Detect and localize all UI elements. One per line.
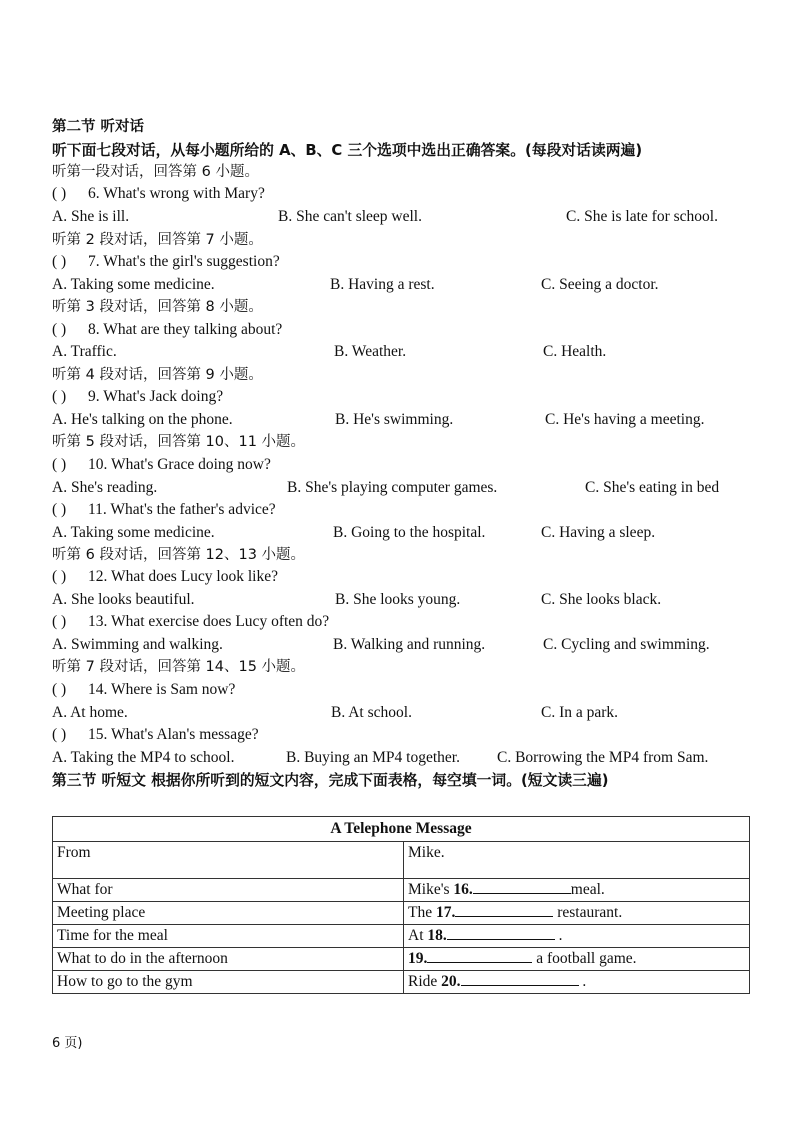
table-row [53, 971, 750, 994]
question-stem: ( ) 14. Where is Sam now? [52, 679, 235, 701]
question-stem: ( ) 13. What exercise does Lucy often do? [52, 611, 329, 633]
answer-paren[interactable]: ( ) [52, 613, 67, 630]
row-value: Mike. [404, 842, 750, 879]
option-a: A. She is ill. [52, 208, 130, 225]
row-label: From [53, 842, 404, 879]
option-c: C. Health. [543, 343, 607, 360]
option-c: C. In a park. [541, 704, 619, 721]
option-c: C. She looks black. [541, 591, 662, 608]
table-row [53, 879, 750, 902]
answer-paren[interactable]: ( ) [52, 456, 67, 473]
group-intro: 听第 5 段对话，回答第 10、11 小题。 [52, 434, 306, 450]
row-label: How to go to the gym [53, 971, 404, 994]
question-stem: ( ) 6. What's wrong with Mary? [52, 183, 265, 205]
answer-blank-17[interactable] [455, 902, 553, 917]
option-b: B. She's playing computer games. [287, 479, 498, 496]
group-intro: 听第 3 段对话，回答第 8 小题。 [52, 299, 263, 315]
row-label: Time for the meal [53, 925, 404, 948]
answer-blank-19[interactable] [427, 948, 532, 963]
question-stem: ( ) 7. What's the girl's suggestion? [52, 251, 280, 273]
option-c: C. She is late for school. [566, 208, 718, 225]
option-c: C. Seeing a doctor. [541, 276, 659, 293]
group-intro: 听第 4 段对话，回答第 9 小题。 [52, 367, 263, 383]
table-header-row [53, 817, 750, 842]
option-c: C. He's having a meeting. [545, 411, 705, 428]
section2-heading: 第二节 听对话 [52, 119, 145, 135]
row-label: Meeting place [53, 902, 404, 925]
option-a: A. She's reading. [52, 479, 158, 496]
option-b: B. Walking and running. [333, 636, 486, 653]
option-c: C. She's eating in bed [585, 479, 720, 496]
question-stem: ( ) 15. What's Alan's message? [52, 724, 259, 746]
question-stem: ( ) 12. What does Lucy look like? [52, 566, 278, 588]
question-stem: ( ) 10. What's Grace doing now? [52, 454, 271, 476]
table-row [53, 902, 750, 925]
answer-paren[interactable]: ( ) [52, 568, 67, 585]
row-label: What to do in the afternoon [53, 948, 404, 971]
answer-blank-18[interactable] [447, 925, 555, 940]
option-a: A. Taking the MP4 to school. [52, 749, 235, 766]
answer-paren[interactable]: ( ) [52, 321, 67, 338]
option-b: B. Having a rest. [330, 276, 435, 293]
option-a: A. Taking some medicine. [52, 276, 215, 293]
table-title: A Telephone Message [53, 817, 750, 842]
answer-paren[interactable]: ( ) [52, 681, 67, 698]
section3-instruction: 第三节 听短文 根据你所听到的短文内容，完成下面表格，每空填一词。(短文读三遍) [52, 772, 609, 789]
option-a: A. Taking some medicine. [52, 524, 215, 541]
answer-paren[interactable]: ( ) [52, 388, 67, 405]
question-stem: ( ) 11. What's the father's advice? [52, 499, 276, 521]
option-a: A. Swimming and walking. [52, 636, 223, 653]
option-c: C. Having a sleep. [541, 524, 656, 541]
question-stem: ( ) 9. What's Jack doing? [52, 386, 223, 408]
row-label: What for [53, 879, 404, 902]
telephone-message-table [52, 816, 750, 994]
option-c: C. Borrowing the MP4 from Sam. [497, 749, 709, 766]
option-c: C. Cycling and swimming. [543, 636, 710, 653]
option-a: A. She looks beautiful. [52, 591, 195, 608]
group-intro: 听第一段对话，回答第 6 小题。 [52, 164, 259, 180]
row-value: Mike's 16. meal. [404, 879, 750, 902]
answer-blank-16[interactable] [473, 879, 571, 894]
option-a: A. Traffic. [52, 343, 117, 360]
row-value: The 17. restaurant. [404, 902, 750, 925]
option-b: B. At school. [331, 704, 412, 721]
section2-instruction: 听下面七段对话，从每小题所给的 A、B、C 三个选项中选出正确答案。(每段对话读两遍) [52, 142, 643, 159]
page-footer: 6 页) [52, 1036, 83, 1051]
table-row [53, 948, 750, 971]
table-row [53, 925, 750, 948]
answer-paren[interactable]: ( ) [52, 253, 67, 270]
option-b: B. Buying an MP4 together. [286, 749, 460, 766]
option-b: B. She looks young. [335, 591, 461, 608]
row-value: Ride 20. . [404, 971, 750, 994]
question-stem: ( ) 8. What are they talking about? [52, 319, 282, 341]
option-b: B. He's swimming. [335, 411, 454, 428]
option-a: A. He's talking on the phone. [52, 411, 233, 428]
group-intro: 听第 2 段对话，回答第 7 小题。 [52, 232, 263, 248]
answer-paren[interactable]: ( ) [52, 501, 67, 518]
answer-paren[interactable]: ( ) [52, 726, 67, 743]
option-a: A. At home. [52, 704, 128, 721]
option-b: B. Weather. [334, 343, 407, 360]
answer-paren[interactable]: ( ) [52, 185, 67, 202]
group-intro: 听第 7 段对话，回答第 14、15 小题。 [52, 659, 306, 675]
row-value: 19. a football game. [404, 948, 750, 971]
answer-blank-20[interactable] [461, 971, 579, 986]
row-value: At 18. . [404, 925, 750, 948]
group-intro: 听第 6 段对话，回答第 12、13 小题。 [52, 547, 306, 563]
option-b: B. She can't sleep well. [278, 208, 422, 225]
table-row [53, 842, 750, 879]
option-b: B. Going to the hospital. [333, 524, 486, 541]
